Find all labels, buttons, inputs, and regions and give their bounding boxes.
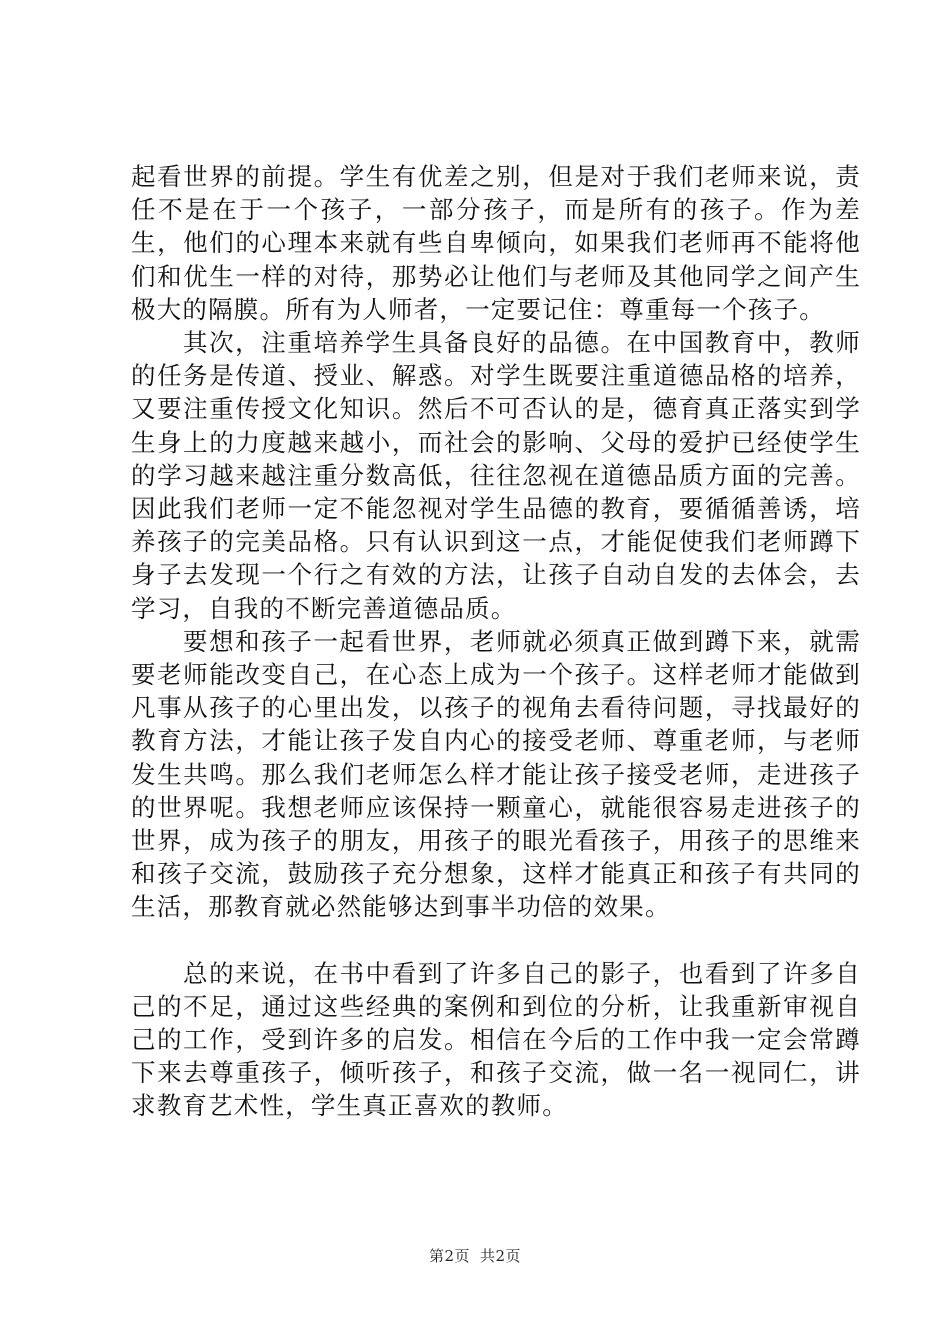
page-total: 共2页 bbox=[480, 1247, 522, 1265]
paragraph-continued: 起看世界的前提。学生有优差之别，但是对于我们老师来说，责任不是在于一个孩子，一部分孩子，而是所有的孩子。作为差生，他们的心理本来就有些自卑倾向，如果我们老师再不能将他们和优生一样的对待，那势必让他们与老师及其他同学之间产生极大的隔膜。所有为人师者，一定要记住：尊重每一个孩子。 bbox=[131, 162, 861, 324]
page-number: 第2页 bbox=[428, 1247, 470, 1265]
page-footer bbox=[0, 1245, 950, 1266]
paragraph-moral-education: 其次，注重培养学生具备良好的品德。在中国教育中，教师的任务是传道、授业、解惑。对学生既要注重道德品格的培养，又要注重传授文化知识。然后不可否认的是，德育真正落实到学生身上的力度越来越小，而社会的影响、父母的爱护已经使学生的学习越来越注重分数高低，往往忽视在道德品质方面的完善。因此我们老师一定不能忽视对学生品德的教育，要循循善诱，培养孩子的完美品格。只有认识到这一点，才能促使我们老师蹲下身子去发现一个行之有效的方法，让孩子自动自发的去体会，去学习，自我的不断完善道德品质。 bbox=[131, 328, 861, 623]
paragraph-conclusion: 总的来说，在书中看到了许多自己的影子，也看到了许多自己的不足，通过这些经典的案例和到位的分析，让我重新审视自己的工作，受到许多的启发。相信在今后的工作中我一定会常蹲下来去尊重孩子，倾听孩子，和孩子交流，做一名一视同仁，讲求教育艺术性，学生真正喜欢的教师。 bbox=[131, 958, 861, 1121]
paragraph-see-world-with-children: 要想和孩子一起看世界，老师就必须真正做到蹲下来，就需要老师能改变自己，在心态上成为一个孩子。这样老师才能做到凡事从孩子的心里出发，以孩子的视角去看待问题，寻找最好的教育方法，才能让孩子发自内心的接受老师、尊重老师，与老师发生共鸣。那么我们老师怎么样才能让孩子接受老师，走进孩子的世界呢。我想老师应该保持一颗童心，就能很容易走进孩子的世界，成为孩子的朋友，用孩子的眼光看孩子，用孩子的思维来和孩子交流，鼓励孩子充分想象，这样才能真正和孩子有共同的生活，那教育就必然能够达到事半功倍的效果。 bbox=[131, 626, 861, 922]
document-body bbox=[131, 160, 861, 1123]
